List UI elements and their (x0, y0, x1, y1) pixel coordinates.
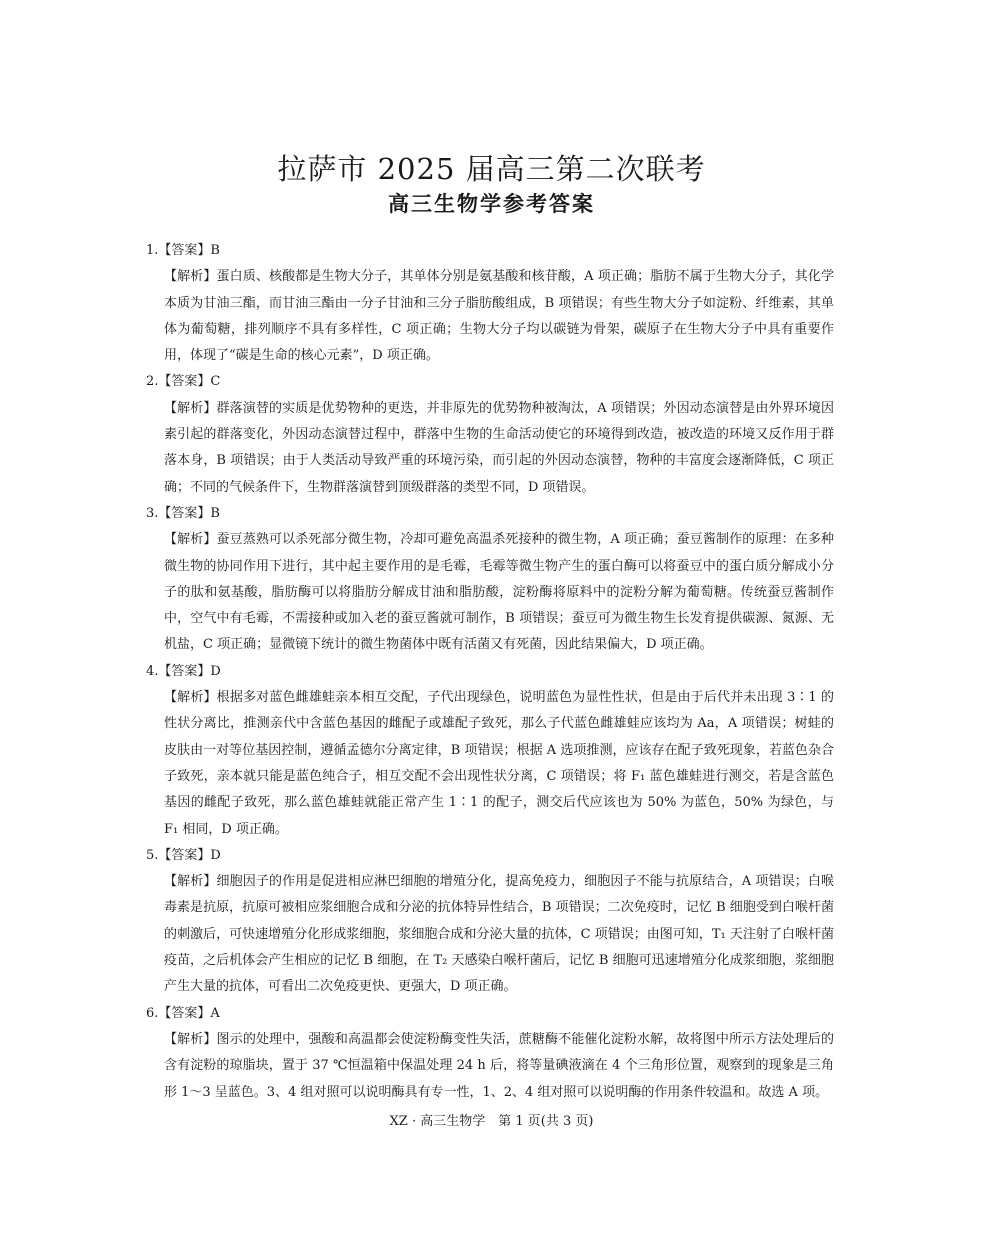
answer-line: 1.【答案】B (146, 243, 220, 258)
analysis-paragraph: 【解析】根据多对蓝色雌雄蛙亲本相互交配，子代出现绿色，说明蓝色为显性性状，但是由于后代并未出现 3∶1 的性状分离比，推测亲代中含蓝色基因的雌配子或雄配子致死，那么子代蓝色雌雄蛙应该均为 Aa，A 项错误；树蛙的皮肤由一对等位基因控制，遵循孟德尔分离定律，B 项错误；根据 A 选项推测，应该存在配子致死现象，若蓝色杂合子致死，亲本就只能是蓝色纯合子，相互交配不会出现性状分离，C 项错误；将 F₁ 蓝色雄蛙进行测交，若是含蓝色基因的雌配子致死，那么蓝色雄蛙就能正常产生 1∶1 的配子，测交后代应该也为 50% 为蓝色，50% 为绿色，与 F₁ 相同，D 项正确。 (164, 690, 834, 837)
document-title: 拉萨市 2025 届高三第二次联考 (277, 152, 706, 186)
question-5 (146, 843, 834, 1001)
answer-content (146, 238, 834, 1106)
answer-line: 2.【答案】C (146, 374, 221, 390)
analysis-paragraph: 【解析】图示的处理中，强酸和高温都会使淀粉酶变性失活，蔗糖酶不能催化淀粉水解，故将图中所示方法处理后的含有淀粉的琼脂块，置于 37 ℃恒温箱中保温处理 24 h 后，将等量碘液滴在 4 个三角形位置，观察到的现象是三角形 1～3 呈蓝色。3、4 组对照可以说明酶具有专一性，1、2、4 组对照可以说明酶的作用条件较温和。故选 A 项。 (164, 1031, 834, 1100)
page-footer: XZ · 高三生物学 第 1 页(共 3 页) (389, 1114, 594, 1129)
question-3 (146, 501, 834, 659)
analysis-paragraph: 【解析】群落演替的实质是优势物种的更迭，并非原先的优势物种被淘汰，A 项错误；外因动态演替是由外界环境因素引起的群落变化，外因动态演替过程中，群落中生物的生命活动使它的环境得到改造，被改造的环境又反作用于群落本身，B 项错误；由于人类活动导致严重的环境污染，而引起的外因动态演替，物种的丰富度会逐渐降低，C 项正确；不同的气候条件下，生物群落演替到顶级群落的类型不同，D 项错误。 (164, 400, 834, 495)
analysis-paragraph: 【解析】蛋白质、核酸都是生物大分子，其单体分别是氨基酸和核苷酸，A 项正确；脂肪不属于生物大分子，其化学本质为甘油三酯，而甘油三酯由一分子甘油和三分子脂肪酸组成，B 项错误；有些生物大分子如淀粉、纤维素，其单体为葡萄糖，排列顺序不具有多样性，C 项正确；生物大分子均以碳链为骨架，碳原子在生物大分子中具有重要作用，体现了“碳是生命的核心元素”，D 项正确。 (164, 269, 834, 364)
answer-line: 3.【答案】B (146, 505, 220, 521)
question-1 (146, 238, 834, 369)
question-2 (146, 369, 834, 500)
answer-line: 5.【答案】D (146, 847, 221, 863)
question-4 (146, 659, 834, 843)
answer-line: 6.【答案】A (146, 1005, 220, 1021)
analysis-paragraph: 【解析】细胞因子的作用是促进相应淋巴细胞的增殖分化，提高免疫力，细胞因子不能与抗原结合，A 项错误；白喉毒素是抗原，抗原可被相应浆细胞合成和分泌的抗体特异性结合，B 项错误；二次免疫时，记忆 B 细胞受到白喉杆菌的刺激后，可快速增殖分化形成浆细胞，浆细胞合成和分泌大量的抗体，C 项错误；由图可知，T₁ 天注射了白喉杆菌疫苗，之后机体会产生相应的记忆 B 细胞，在 T₂ 天感染白喉杆菌后，记忆 B 细胞可迅速增殖分化成浆细胞，浆细胞产生大量的抗体，可看出二次免疫更快、更强大，D 项正确。 (164, 874, 834, 995)
analysis-paragraph: 【解析】蚕豆蒸熟可以杀死部分微生物，冷却可避免高温杀死接种的微生物，A 项正确；蚕豆酱制作的原理：在多种微生物的协同作用下进行，其中起主要作用的是毛霉，毛霉等微生物产生的蛋白酶可以将蚕豆中的蛋白质分解成小分子的肽和氨基酸，脂肪酶可以将脂肪分解成甘油和脂肪酸，淀粉酶将原料中的淀粉分解为葡萄糖。传统蚕豆酱制作中，空气中有毛霉，不需接种或加入老的蚕豆酱就可制作，B 项错误；蚕豆可为微生物生长发育提供碳源、氮源、无机盐，C 项正确；显微镜下统计的微生物菌体中既有活菌又有死菌，因此结果偏大，D 项正确。 (164, 532, 834, 653)
answer-line: 4.【答案】D (146, 663, 221, 679)
document-subtitle: 高三生物学参考答案 (388, 192, 595, 216)
question-6 (146, 1001, 834, 1106)
